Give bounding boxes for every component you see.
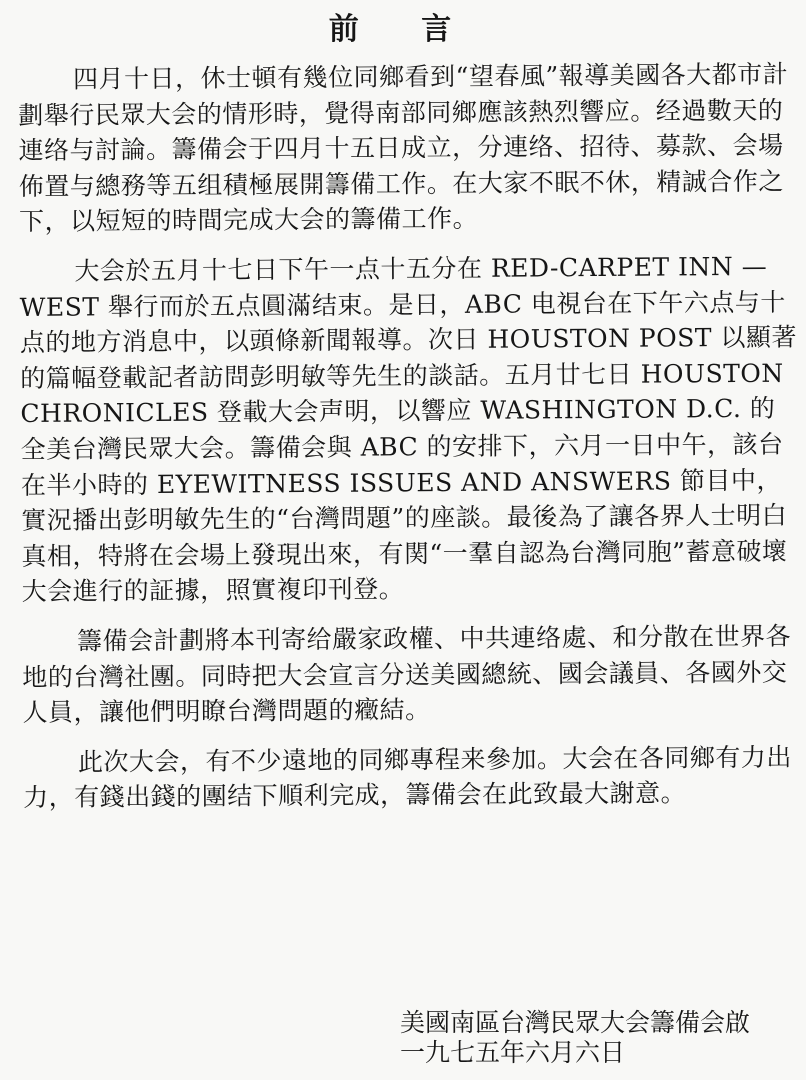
paragraph-1: 四月十日，休士頓有幾位同鄉看到“望春風”報導美國各大都市計劃舉行民眾大会的情形時，覺得南部同鄉應該熱烈響应。经過數天的連络与討論。籌備会于四月十五日成立，分連络、招待、募款、会場佈置与總務等五组積極展開籌備工作。在大家不眠不休，精誠合作之下，以短短的時間完成大会的籌備工作。 [18, 59, 789, 237]
signature-date: 一九七五年六月六日 [400, 1038, 626, 1067]
preface-body [18, 57, 803, 816]
signature-organization: 美國南區台灣民眾大会籌備会啟 [400, 1008, 751, 1037]
paragraph-4: 此次大会，有不少遠地的同鄉專程来參加。大会在各同鄉有力出力，有錢出錢的團结下順利完成，籌備会在此致最大謝意。 [23, 742, 792, 813]
page-title: 前 言 [328, 12, 478, 47]
paragraph-3: 籌備会計劃將本刊寄给嚴家政權、中共連络處、和分散在世界各地的台灣社團。同時把大会宣言分送美國總統、國会議員、各國外交人員，讓他們明瞭台灣問題的癥結。 [22, 621, 792, 728]
paragraph-2: 大会於五月十七日下午一点十五分在 RED-CARPET INN — WEST 舉行而於五点圓滿结束。是日，ABC 电視台在下午六点与十点的地方消息中，以頭條新聞報導。次日 HOUSTON POST 以顯著的篇幅登載記者訪問彭明敏等先生的談話。五月廿七日 HOUSTON CHRONICLES 登載大会声明，以響应 WASHINGTON D.C. 的全美台灣民眾大会。籌備会與 ABC 的安排下，六月一日中午，該台在半小時的 EYEWITNESS ISSUES AND ANSWERS 節目中，實況播出彭明敏先生的“台灣問題”的座談。最後為了讓各界人士明白真相，特將在会場上發現出來，有関“一羣自認為台灣同胞”蓄意破壞大会進行的証據，照實複印刊登。 [19, 251, 798, 607]
